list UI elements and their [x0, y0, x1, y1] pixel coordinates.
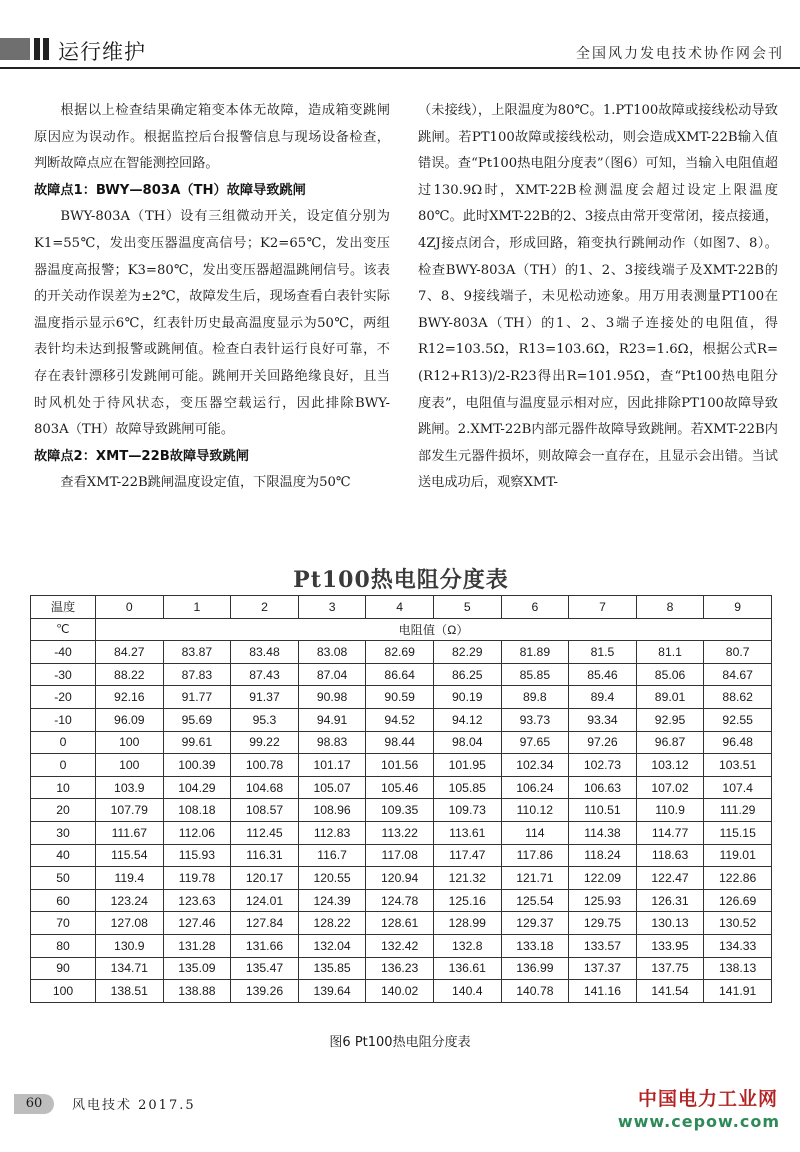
table-cell: 138.13 [704, 957, 772, 980]
table-cell: 116.31 [231, 844, 299, 867]
table-cell: 103.9 [96, 776, 164, 799]
table-cell: 96.48 [704, 731, 772, 754]
table-cell: 100.78 [231, 754, 299, 777]
table-cell: 98.04 [433, 731, 501, 754]
table-cell: 141.54 [636, 980, 704, 1003]
table-row-temperature: 60 [31, 889, 96, 912]
table-column-header: 4 [366, 596, 434, 619]
table-cell: 109.35 [366, 799, 434, 822]
table-row [31, 708, 772, 731]
table-cell: 118.63 [636, 844, 704, 867]
table-row-temperature: 90 [31, 957, 96, 980]
table-cell: 95.3 [231, 708, 299, 731]
table-cell: 130.52 [704, 912, 772, 935]
table-cell: 118.24 [569, 844, 637, 867]
table-cell: 101.17 [298, 754, 366, 777]
table-cell: 89.01 [636, 686, 704, 709]
table-cell: 90.59 [366, 686, 434, 709]
table-cell: 96.09 [96, 708, 164, 731]
table-cell: 132.04 [298, 934, 366, 957]
table-cell: 108.57 [231, 799, 299, 822]
table-cell: 100 [96, 754, 164, 777]
table-cell: 137.75 [636, 957, 704, 980]
figure-caption: 图6 Pt100热电阻分度表 [329, 1035, 471, 1050]
header-rule [0, 67, 800, 69]
table-column-header: 3 [298, 596, 366, 619]
table-cell: 84.27 [96, 641, 164, 664]
table-cell: 105.85 [433, 776, 501, 799]
table-cell: 86.25 [433, 663, 501, 686]
table-unit-label: 电阻值（Ω） [96, 618, 772, 641]
paragraph: 查看XMT-22B跳闸温度设定值，下限温度为50℃ [60, 475, 351, 491]
table-cell: 83.08 [298, 641, 366, 664]
table-cell: 135.47 [231, 957, 299, 980]
table-row [31, 957, 772, 980]
table-row-temperature: 100 [31, 980, 96, 1003]
table-cell: 113.61 [433, 821, 501, 844]
table-cell: 128.22 [298, 912, 366, 935]
table-cell: 130.13 [636, 912, 704, 935]
table-cell: 132.42 [366, 934, 434, 957]
table-cell: 89.8 [501, 686, 569, 709]
table-cell: 124.01 [231, 889, 299, 912]
table-cell: 112.06 [163, 821, 231, 844]
table-cell: 83.48 [231, 641, 299, 664]
table-cell: 136.61 [433, 957, 501, 980]
table-row [31, 641, 772, 664]
table-cell: 85.85 [501, 663, 569, 686]
table-column-header: 6 [501, 596, 569, 619]
table-cell: 119.4 [96, 867, 164, 890]
table-column-header: 9 [704, 596, 772, 619]
table-cell: 129.75 [569, 912, 637, 935]
paragraph: （未接线），上限温度为80℃。1.PT100故障或接线松动导致跳闸。若PT100故障或接线松动，则会造成XMT-22B输入值错误。查“Pt100热电阻分度表”（图6）可知，当输入电阻值超过130.9Ω时，XMT-22B检测温度会超过设定上限温度80℃。此时XMT-22B的2、3接点由常开变常闭，接点接通，4ZJ接点闭合，形成回路，箱变执行跳闸动作（如图7、8）。检查BWY-803A（TH）的1、2、3接线端子及XMT-22B的7、8、9接线端子，未见松动迹象。用万用表测量PT100在BWY-803A（TH）的1、2、3端子连接处的电阻值，得R12=103.5Ω，R13=103.6Ω，R23=1.6Ω，根据公式R=(R12+R13)/2-R23得出R=101.95Ω，查“Pt100热电阻分度表”，电阻值与温度显示相对应，因此排除PT100故障导致跳闸。2.XMT-22B内部元器件故障导致跳闸。若XMT-22B内部发生元器件损坏，则故障会一直存在，且显示会出错。当试送电成功后，观察XMT- [418, 103, 778, 491]
table-cell: 101.56 [366, 754, 434, 777]
table-row-temperature: 0 [31, 754, 96, 777]
table-cell: 131.66 [231, 934, 299, 957]
table-cell: 135.85 [298, 957, 366, 980]
table-cell: 87.43 [231, 663, 299, 686]
table-cell: 137.37 [569, 957, 637, 980]
table-cell: 91.37 [231, 686, 299, 709]
table-cell: 105.46 [366, 776, 434, 799]
table-row-temperature: -10 [31, 708, 96, 731]
table-cell: 140.02 [366, 980, 434, 1003]
table-cell: 125.54 [501, 889, 569, 912]
table-cell: 102.34 [501, 754, 569, 777]
table-cell: 133.95 [636, 934, 704, 957]
table-cell: 92.55 [704, 708, 772, 731]
table-column-header: 2 [231, 596, 299, 619]
table-row [31, 980, 772, 1003]
watermark-url: www.cepow.com [617, 1112, 780, 1131]
table-cell: 122.09 [569, 867, 637, 890]
table-cell: 115.54 [96, 844, 164, 867]
table-title: Pt100热电阻分度表 [293, 567, 509, 593]
table-cell: 139.26 [231, 980, 299, 1003]
table-cell: 81.89 [501, 641, 569, 664]
table-row-temperature: 40 [31, 844, 96, 867]
table-cell: 86.64 [366, 663, 434, 686]
left-column [34, 98, 390, 497]
table-cell: 111.29 [704, 799, 772, 822]
table-header-row [31, 596, 772, 619]
table-cell: 94.12 [433, 708, 501, 731]
table-column-header: 5 [433, 596, 501, 619]
page-header [0, 30, 800, 68]
table-cell: 99.61 [163, 731, 231, 754]
table-cell: 106.24 [501, 776, 569, 799]
table-cell: 127.08 [96, 912, 164, 935]
pt100-table [30, 595, 772, 1003]
table-cell: 100 [96, 731, 164, 754]
section-title: 运行维护 [58, 40, 146, 64]
table-row [31, 731, 772, 754]
table-cell: 100.39 [163, 754, 231, 777]
table-cell: 134.71 [96, 957, 164, 980]
table-row [31, 686, 772, 709]
table-row-temperature: 70 [31, 912, 96, 935]
table-cell: 92.95 [636, 708, 704, 731]
table-row [31, 867, 772, 890]
table-unit-row [31, 618, 772, 641]
table-cell: 82.69 [366, 641, 434, 664]
table-row [31, 889, 772, 912]
table-cell: 81.1 [636, 641, 704, 664]
section-heading: 故障点2：XMT—22B故障导致跳闸 [34, 448, 249, 464]
table-cell: 115.15 [704, 821, 772, 844]
table-cell: 125.16 [433, 889, 501, 912]
table-cell: 88.62 [704, 686, 772, 709]
table-cell: 114 [501, 821, 569, 844]
table-cell: 120.17 [231, 867, 299, 890]
table-cell: 120.55 [298, 867, 366, 890]
footer-journal: 风电技术 2017.5 [72, 1098, 196, 1113]
table-cell: 111.67 [96, 821, 164, 844]
right-column [418, 98, 778, 497]
table-cell: 114.38 [569, 821, 637, 844]
table-cell: 94.91 [298, 708, 366, 731]
table-cell: 115.93 [163, 844, 231, 867]
table-cell: 107.79 [96, 799, 164, 822]
table-cell: 98.44 [366, 731, 434, 754]
table-cell: 89.4 [569, 686, 637, 709]
table-cell: 132.8 [433, 934, 501, 957]
table-cell: 110.9 [636, 799, 704, 822]
table-cell: 126.31 [636, 889, 704, 912]
table-column-header: 1 [163, 596, 231, 619]
header-decoration-bar [0, 38, 30, 60]
table-row [31, 799, 772, 822]
table-cell: 93.73 [501, 708, 569, 731]
journal-name: 全国风力发电技术协作网会刊 [576, 46, 784, 62]
table-cell: 108.96 [298, 799, 366, 822]
table-row-temperature: 20 [31, 799, 96, 822]
table-cell: 107.02 [636, 776, 704, 799]
table-cell: 103.12 [636, 754, 704, 777]
page-number: 60 [14, 1094, 54, 1114]
table-row [31, 663, 772, 686]
table-row-temperature: 50 [31, 867, 96, 890]
table-cell: 130.9 [96, 934, 164, 957]
table-column-header: 8 [636, 596, 704, 619]
table-cell: 84.67 [704, 663, 772, 686]
table-cell: 136.23 [366, 957, 434, 980]
table-cell: 122.47 [636, 867, 704, 890]
table-cell: 119.78 [163, 867, 231, 890]
table-cell: 108.18 [163, 799, 231, 822]
table-row-temperature: 80 [31, 934, 96, 957]
table-column-header: 0 [96, 596, 164, 619]
paragraph: BWY-803A（TH）设有三组微动开关，设定值分别为K1=55℃，发出变压器温度高信号；K2=65℃，发出变压器温度高报警；K3=80℃，发出变压器超温跳闸信号。该表的开关动作误差为±2℃，故障发生后，现场查看白表针实际温度指示显示6℃，红表针历史最高温度显示为50℃，两组表针均未达到报警或跳闸值。检查白表针运行良好可靠，不存在表针漂移引发跳闸可能。跳闸开关回路绝缘良好，且当时风机处于待风状态，变压器空载运行，因此排除BWY-803A（TH）故障导致跳闸可能。 [34, 209, 390, 438]
table-column-header: 7 [569, 596, 637, 619]
table-cell: 140.4 [433, 980, 501, 1003]
table-cell: 128.61 [366, 912, 434, 935]
table-cell: 104.29 [163, 776, 231, 799]
table-cell: 125.93 [569, 889, 637, 912]
table-cell: 103.51 [704, 754, 772, 777]
table-cell: 124.78 [366, 889, 434, 912]
pt100-table-figure [30, 565, 772, 1003]
paragraph: 根据以上检查结果确定箱变本体无故障，造成箱变跳闸原因应为误动作。根据监控后台报警信息与现场设备检查，判断故障点应在智能测控回路。 [34, 103, 390, 172]
header-decoration-bar [34, 38, 40, 60]
table-cell: 123.24 [96, 889, 164, 912]
table-cell: 105.07 [298, 776, 366, 799]
table-cell: 106.63 [569, 776, 637, 799]
table-cell: 117.08 [366, 844, 434, 867]
table-cell: 109.73 [433, 799, 501, 822]
table-cell: 110.51 [569, 799, 637, 822]
table-cell: 101.95 [433, 754, 501, 777]
table-cell: 138.51 [96, 980, 164, 1003]
table-cell: 124.39 [298, 889, 366, 912]
table-row [31, 776, 772, 799]
table-cell: 90.98 [298, 686, 366, 709]
table-cell: 95.69 [163, 708, 231, 731]
table-cell: 104.68 [231, 776, 299, 799]
table-cell: 123.63 [163, 889, 231, 912]
table-cell: 87.83 [163, 663, 231, 686]
table-cell: 122.86 [704, 867, 772, 890]
table-cell: 83.87 [163, 641, 231, 664]
table-cell: 136.99 [501, 957, 569, 980]
table-cell: 126.69 [704, 889, 772, 912]
table-cell: 85.46 [569, 663, 637, 686]
table-cell: 129.37 [501, 912, 569, 935]
table-cell: 107.4 [704, 776, 772, 799]
table-cell: 133.57 [569, 934, 637, 957]
table-cell: 121.32 [433, 867, 501, 890]
table-row-temperature: -20 [31, 686, 96, 709]
table-cell: 92.16 [96, 686, 164, 709]
table-cell: 98.83 [298, 731, 366, 754]
table-cell: 97.65 [501, 731, 569, 754]
watermark-title: 中国电力工业网 [637, 1088, 778, 1110]
table-cell: 81.5 [569, 641, 637, 664]
table-cell: 112.45 [231, 821, 299, 844]
table-cell: 127.46 [163, 912, 231, 935]
table-cell: 128.99 [433, 912, 501, 935]
table-cell: 117.47 [433, 844, 501, 867]
table-cell: 102.73 [569, 754, 637, 777]
table-row-temperature: -30 [31, 663, 96, 686]
table-cell: 85.06 [636, 663, 704, 686]
table-cell: 131.28 [163, 934, 231, 957]
table-cell: 87.04 [298, 663, 366, 686]
table-cell: 96.87 [636, 731, 704, 754]
section-heading: 故障点1：BWY—803A（TH）故障导致跳闸 [34, 182, 306, 198]
table-row-temperature: 10 [31, 776, 96, 799]
table-cell: 139.64 [298, 980, 366, 1003]
table-cell: 80.7 [704, 641, 772, 664]
table-row [31, 821, 772, 844]
table-cell: 93.34 [569, 708, 637, 731]
table-cell: 97.26 [569, 731, 637, 754]
table-row-temperature: 30 [31, 821, 96, 844]
table-cell: 120.94 [366, 867, 434, 890]
table-row [31, 754, 772, 777]
table-corner-cell: 温度 [31, 596, 96, 619]
table-unit-cell: ℃ [31, 618, 96, 641]
table-row-temperature: -40 [31, 641, 96, 664]
table-cell: 112.83 [298, 821, 366, 844]
table-cell: 88.22 [96, 663, 164, 686]
table-cell: 110.12 [501, 799, 569, 822]
table-cell: 141.16 [569, 980, 637, 1003]
table-cell: 138.88 [163, 980, 231, 1003]
table-row [31, 844, 772, 867]
table-cell: 119.01 [704, 844, 772, 867]
table-cell: 141.91 [704, 980, 772, 1003]
table-cell: 127.84 [231, 912, 299, 935]
table-row [31, 934, 772, 957]
table-cell: 117.86 [501, 844, 569, 867]
table-cell: 113.22 [366, 821, 434, 844]
table-row [31, 912, 772, 935]
table-cell: 94.52 [366, 708, 434, 731]
table-row-temperature: 0 [31, 731, 96, 754]
table-cell: 133.18 [501, 934, 569, 957]
table-cell: 91.77 [163, 686, 231, 709]
table-cell: 90.19 [433, 686, 501, 709]
table-cell: 114.77 [636, 821, 704, 844]
table-cell: 116.7 [298, 844, 366, 867]
table-cell: 134.33 [704, 934, 772, 957]
table-cell: 135.09 [163, 957, 231, 980]
table-cell: 140.78 [501, 980, 569, 1003]
table-cell: 82.29 [433, 641, 501, 664]
table-cell: 121.71 [501, 867, 569, 890]
table-cell: 99.22 [231, 731, 299, 754]
header-decoration-bar [43, 38, 49, 60]
